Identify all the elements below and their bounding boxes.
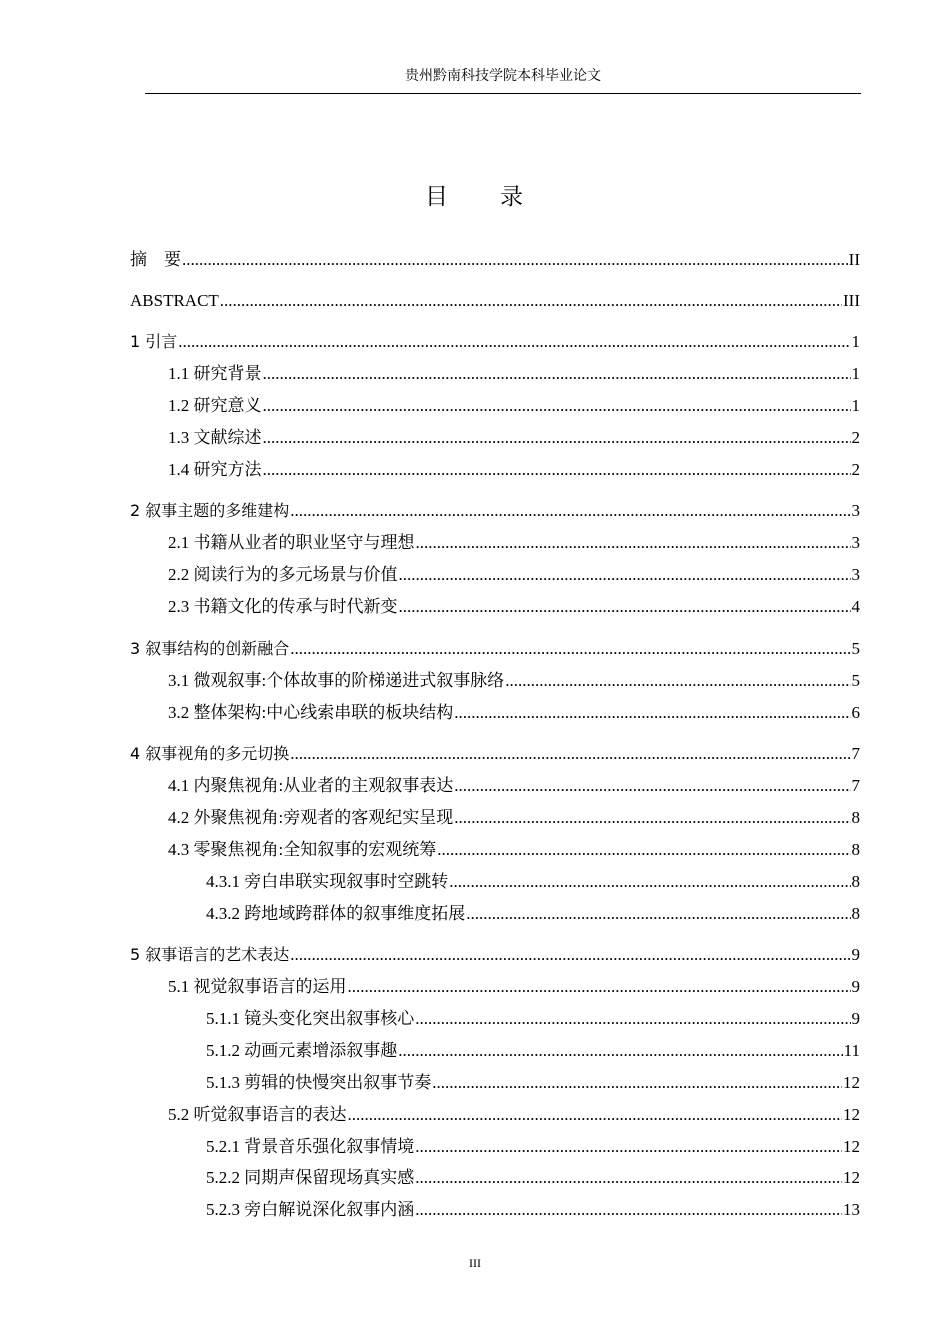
toc-entry-label: 2 叙事主题的多维建构 (130, 501, 290, 520)
toc-dot-leader (398, 1040, 842, 1062)
toc-dot-leader (505, 670, 850, 692)
toc-entry-page: III (843, 291, 860, 310)
toc-entry (168, 596, 860, 618)
toc-entry-page: 3 (851, 533, 860, 552)
toc-dot-leader (263, 427, 851, 449)
toc-entry (206, 1040, 860, 1062)
toc-entry-page: 8 (851, 840, 860, 859)
toc-entry (206, 1199, 860, 1221)
toc-entry (168, 1104, 860, 1126)
toc-entry (168, 564, 860, 586)
toc-entry-label: 摘 要 (130, 250, 181, 269)
toc-dot-leader (466, 903, 850, 925)
toc-dot-leader (263, 363, 851, 385)
toc-dot-leader (449, 871, 850, 893)
page-header: 贵州黔南科技学院本科毕业论文 (405, 69, 601, 84)
toc-entry (206, 1072, 860, 1094)
toc-entry-page: II (848, 250, 860, 269)
toc-entry-label: 1 引言 (130, 332, 178, 351)
toc-entry-page: 5 (851, 671, 860, 690)
toc-entry (130, 331, 860, 353)
toc-entry (168, 702, 860, 724)
toc-entry-page: 12 (843, 1105, 860, 1124)
toc-entry-page: 2 (851, 460, 860, 479)
toc-entry-page: 5 (851, 639, 860, 658)
toc-entry (130, 249, 860, 271)
toc-entry-page: 7 (851, 776, 860, 795)
toc-dot-leader (290, 638, 850, 660)
toc-entry-page: 3 (851, 501, 860, 520)
toc-dot-leader (290, 743, 850, 765)
toc-entry-page: 6 (851, 703, 860, 722)
toc-entry (206, 903, 860, 925)
toc-entry (206, 1008, 860, 1030)
toc-entry-page: 9 (851, 1009, 860, 1028)
toc-entry-label: 2.1 书籍从业者的职业坚守与理想 (168, 533, 415, 552)
toc-entry-page: 11 (843, 1041, 860, 1060)
toc-entry-label: 1.2 研究意义 (168, 396, 262, 415)
toc-entry-label: 1.3 文献综述 (168, 428, 262, 447)
toc-entry (168, 532, 860, 554)
toc-entry-page: 8 (851, 872, 860, 891)
toc-entry (206, 1167, 860, 1189)
toc-entry-label: 1.1 研究背景 (168, 364, 262, 383)
toc-entry-label: 5.1.2 动画元素增添叙事趣 (206, 1041, 398, 1060)
toc-entry-page: 1 (851, 396, 860, 415)
toc-entry-label: 2.2 阅读行为的多元场景与价值 (168, 565, 398, 584)
page-number: III (469, 1256, 481, 1270)
toc-entry (130, 944, 860, 966)
toc-entry-label: 3.1 微观叙事:个体故事的阶梯递进式叙事脉络 (168, 671, 505, 690)
toc-entry-label: 5.1.1 镜头变化突出叙事核心 (206, 1009, 415, 1028)
toc-entry-label: 2.3 书籍文化的传承与时代新变 (168, 597, 398, 616)
toc-entry-page: 12 (843, 1168, 860, 1187)
toc-entry-label: 5.2.3 旁白解说深化叙事内涵 (206, 1200, 415, 1219)
toc-entry-label: 3 叙事结构的创新融合 (130, 639, 290, 658)
toc-entry-label: 4.3.1 旁白串联实现叙事时空跳转 (206, 872, 449, 891)
toc-dot-leader (454, 775, 850, 797)
toc-entry-page: 12 (843, 1137, 860, 1156)
page-title-char-1: 目 (425, 184, 450, 209)
toc-entry-label: 3.2 整体架构:中心线索串联的板块结构 (168, 703, 454, 722)
toc-entry (130, 743, 860, 765)
toc-entry-label: ABSTRACT (130, 291, 219, 310)
toc-entry-label: 5.1 视觉叙事语言的运用 (168, 977, 347, 996)
toc-entry-label: 4 叙事视角的多元切换 (130, 744, 290, 763)
toc-dot-leader (348, 1104, 843, 1126)
toc-entry-page: 1 (851, 332, 860, 351)
toc-entry-label: 4.3 零聚焦视角:全知叙事的宏观统筹 (168, 840, 437, 859)
toc-entry-page: 9 (851, 945, 860, 964)
toc-dot-leader (348, 976, 851, 998)
toc-entry-label: 4.1 内聚焦视角:从业者的主观叙事表达 (168, 776, 454, 795)
toc-entry (168, 807, 860, 829)
toc-entry (168, 670, 860, 692)
toc-dot-leader (454, 702, 850, 724)
page-title-char-2: 录 (500, 184, 525, 209)
toc-entry-page: 9 (851, 977, 860, 996)
toc-entry (130, 290, 860, 312)
toc-dot-leader (290, 500, 850, 522)
toc-entry (168, 427, 860, 449)
toc-dot-leader (182, 249, 848, 271)
toc-dot-leader (454, 807, 850, 829)
toc-dot-leader (415, 1136, 842, 1158)
toc-dot-leader (263, 459, 851, 481)
toc-entry-page: 8 (851, 808, 860, 827)
toc-entry-label: 4.3.2 跨地域跨群体的叙事维度拓展 (206, 904, 466, 923)
toc-dot-leader (415, 1008, 850, 1030)
toc-entry-page: 2 (851, 428, 860, 447)
toc-dot-leader (415, 1199, 842, 1221)
toc-dot-leader (415, 1167, 842, 1189)
toc-entry (168, 976, 860, 998)
toc-entry (130, 638, 860, 660)
toc-dot-leader (399, 564, 851, 586)
toc-entry-page: 12 (843, 1073, 860, 1092)
toc-entry-page: 8 (851, 904, 860, 923)
toc-entry-page: 7 (851, 744, 860, 763)
toc-dot-leader (432, 1072, 842, 1094)
toc-dot-leader (178, 331, 850, 353)
toc-entry (206, 1136, 860, 1158)
toc-entry-page: 1 (851, 364, 860, 383)
toc-entry-label: 1.4 研究方法 (168, 460, 262, 479)
toc-dot-leader (437, 839, 850, 861)
toc-dot-leader (416, 532, 851, 554)
toc-entry (168, 363, 860, 385)
toc-entry-label: 5.2 听觉叙事语言的表达 (168, 1105, 347, 1124)
toc-entry-label: 4.2 外聚焦视角:旁观者的客观纪实呈现 (168, 808, 454, 827)
toc-entry-label: 5.2.1 背景音乐强化叙事情境 (206, 1137, 415, 1156)
toc-dot-leader (263, 395, 851, 417)
toc-dot-leader (290, 944, 850, 966)
toc-entry-label: 5.1.3 剪辑的快慢突出叙事节奏 (206, 1073, 432, 1092)
toc-entry (168, 775, 860, 797)
toc-entry (130, 500, 860, 522)
toc-entry-page: 4 (851, 597, 860, 616)
toc-dot-leader (399, 596, 851, 618)
toc-entry (168, 459, 860, 481)
toc-entry-label: 5.2.2 同期声保留现场真实感 (206, 1168, 415, 1187)
toc-entry (206, 871, 860, 893)
toc-entry (168, 839, 860, 861)
toc-entry-page: 13 (843, 1200, 860, 1219)
toc-entry-label: 5 叙事语言的艺术表达 (130, 945, 290, 964)
toc-entry-page: 3 (851, 565, 860, 584)
toc-entry (168, 395, 860, 417)
toc-dot-leader (220, 290, 842, 312)
